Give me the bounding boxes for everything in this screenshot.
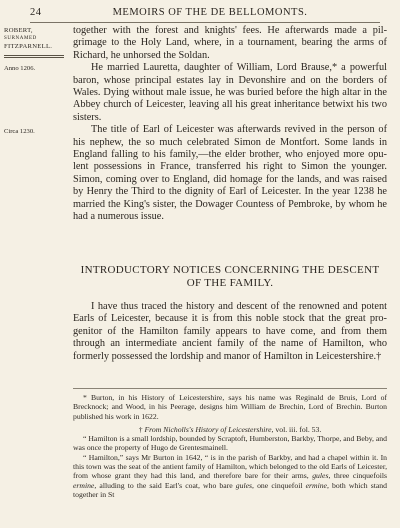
footnote-4-part-b: , three cinquefoils (328, 471, 387, 481)
footnote-4-ermine-2: ermine (305, 480, 327, 490)
page-number: 24 (30, 7, 42, 18)
footnote-4-ermine: ermine (73, 480, 95, 490)
paragraph-montfort: The title of Earl of Leicester was afterwards revived in the person of his nephew, the so much celebrated Simon de Montfort. Some lands in England falling to his family,—the elder brother, who enjoyed more opu-lent possessions in France, transferred his right to Simon the younger. Simon, coming over to England, did homage for the lands, and was raised by Henry the Third to the dignity of Earl of Leicester. In the year 1238 he married the King's sister, the Dowager Countess of Pembroke, by whom he had a numerous issue. (73, 124, 387, 223)
footnote-source-title: From Nicholls's History of Leicestershire (144, 424, 272, 434)
footnote-dagger: † (138, 424, 145, 434)
footnote-3: “ Hamilton is a small lordship, bounded by Scraptoft, Humberston, Barkby, Thorpe, and Beby, and was once the property of Hugo de Grentesmainell. (73, 434, 387, 453)
body-line-3: Richard, he unhorsed the Soldan. (73, 49, 210, 61)
margin-name: ROBERT, (4, 27, 33, 34)
footnote-4-part-c: , alluding to the said Earl's coat, who bare (94, 480, 236, 490)
body-line-1: together with the forest and knights' fees. He afterwards made a pil- (73, 25, 387, 36)
body-text (73, 25, 387, 224)
margin-note-1206: Anno 1206. (4, 65, 36, 72)
footnote-4 (73, 453, 387, 499)
margin-surnamed: SURNAMED (4, 36, 37, 41)
footnote-2 (73, 425, 387, 434)
footnote-1: * Burton, in his History of Leicestershire, says his name was Reginald de Bruis, Lord of Brecknock; and Wood, in his Peerage, designs him William de Brechin, Lord of Brechin. Burton published his work in 1622. (73, 393, 387, 421)
footnote-4-part-d: , one cinquefoil (252, 480, 306, 490)
running-title: MEMOIRS OF THE DE BELLOMONTS. (112, 7, 308, 18)
footnote-4-part-a: “ Hamilton,” says Mr Burton in 1642, “ is in the parish of Barkby, and had a chapel within it. In this town was the seat of the antient family of Hamilton, which belonged to the old Earls of Leicester, from whose grant they had this land, and therefore bare for their arms, (73, 452, 387, 481)
footnote-rule (73, 388, 387, 389)
margin-rule-2 (4, 57, 64, 58)
body-line-2: grimage to the Holy Land, where, in a tournament, bearing the arms of (73, 37, 387, 49)
header-rule (30, 22, 380, 23)
section-body (73, 301, 387, 363)
footnote-4-part-e: , both which stand together in St (73, 480, 387, 499)
paragraph-descent: I have thus traced the history and descent of the renowned and potent Earls of Leicester, because it is from this noble stock that the great pro-genitor of the Hamilton family appears to have come, and from them through an intermediate ancient family of the name of Hamilton, who formerly possessed the lordship and manor of Hamilton in Leicestershire.† (73, 301, 387, 362)
footnotes (73, 393, 387, 499)
section-heading: INTRODUCTORY NOTICES CONCERNING THE DESCENT OF THE FAMILY. (80, 264, 380, 289)
running-header (30, 7, 380, 18)
footnote-source-ref: , vol. iii. fol. 53. (271, 424, 322, 434)
margin-note-1230: Circa 1230. (4, 128, 35, 135)
footnote-4-gules: gules (312, 471, 329, 481)
margin-rule (4, 55, 64, 56)
footnote-4-gules-2: gules (235, 480, 253, 490)
margin-fitzparnell: FITZPARNELL. (4, 43, 53, 50)
paragraph-marriage: He married Lauretta, daughter of William, Lord Brause,* a powerful baron, whose principal estates lay in Devonshire and on the borders of Wales. Dying without male issue, he was buried before the high altar in the Abbey church of Leicester, leaving all his great inheritance betwixt his two sisters. (73, 62, 387, 123)
margin-note-robert (4, 27, 68, 51)
